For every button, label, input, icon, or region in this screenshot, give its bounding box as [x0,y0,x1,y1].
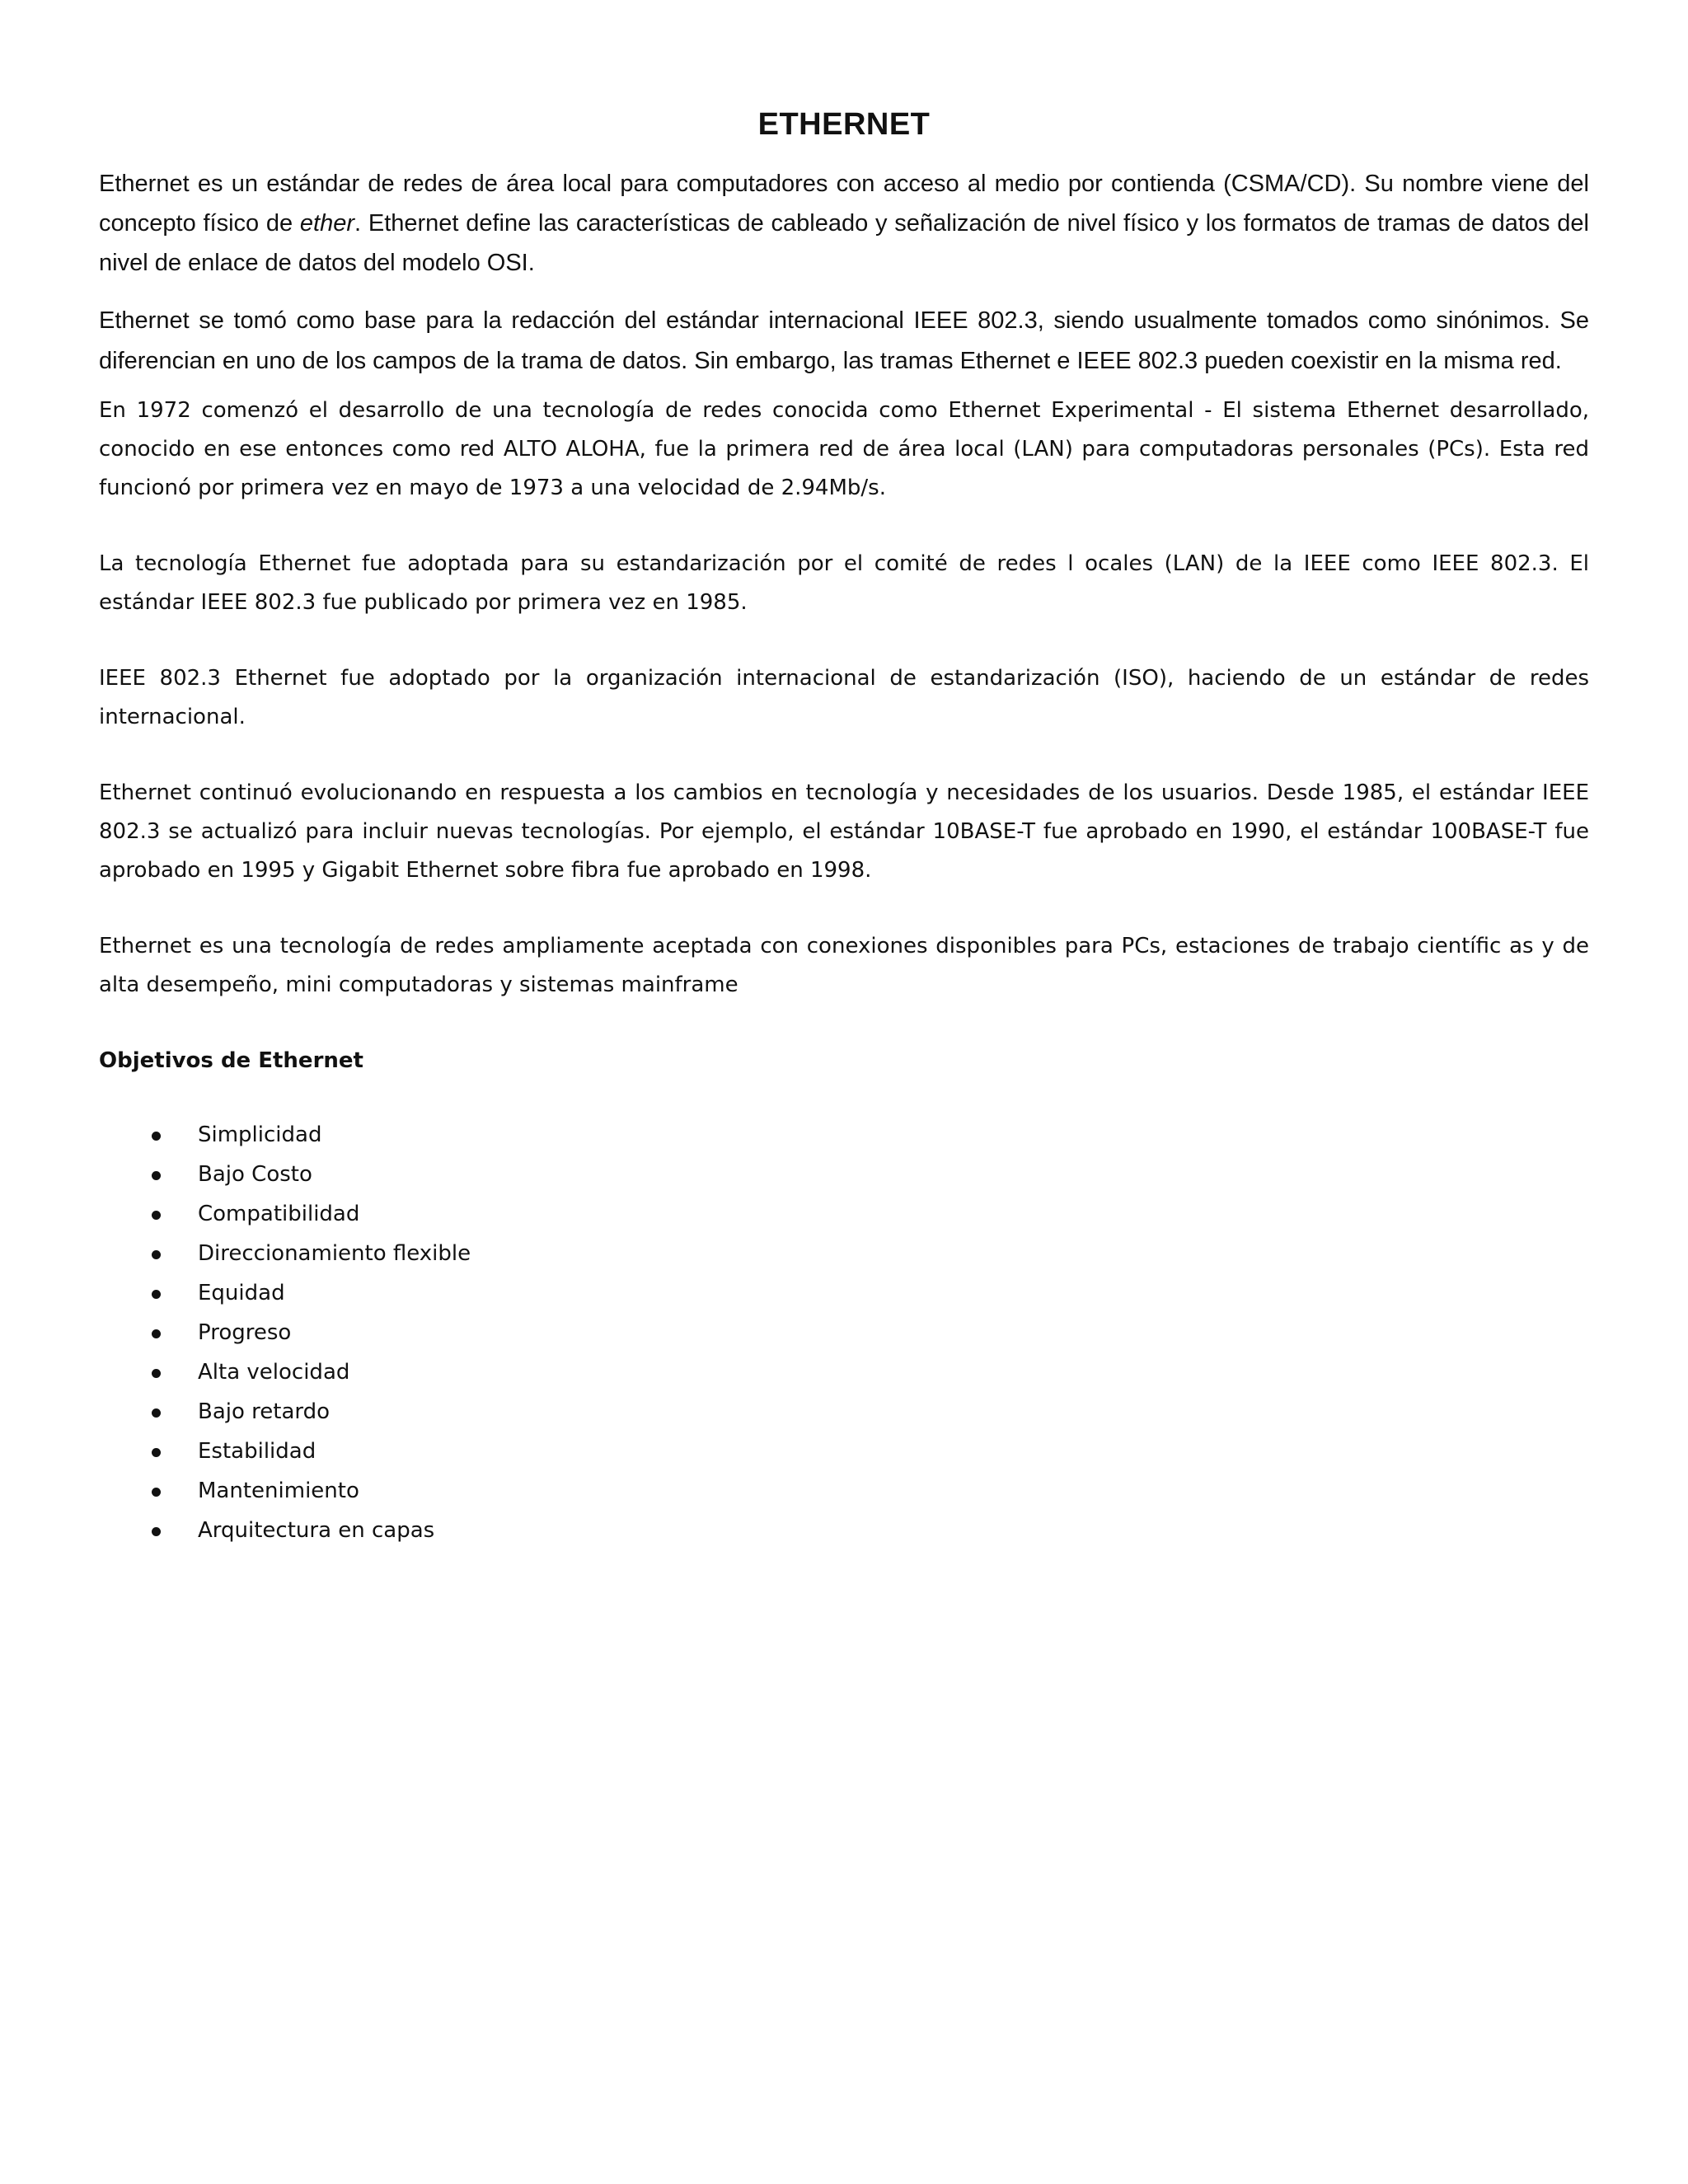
list-item [152,1432,1589,1471]
list-item-label: Bajo retardo [198,1399,331,1424]
bullet-icon [152,1369,161,1378]
document-title: ETHERNET [757,107,931,142]
paragraph-standardization: La tecnología Ethernet fue adoptada para su estandarización por el comité de redes l ocales (LAN) de la IEEE como IEEE 802.3. El estándar IEEE 802.3 fue publicado por primera vez en 1985. [99,551,1589,615]
list-item [152,1392,1589,1432]
bullet-icon [152,1171,161,1180]
paragraph-history: En 1972 comenzó el desarrollo de una tecnología de redes conocida como Ethernet Experimental - El sistema Ethernet desarrollado, conocido en ese entonces como red ALTO ALOHA, fue la primera red de área local (LAN) para computadoras personales (PCs). Esta red funcionó por primera vez en mayo de 1973 a una velocidad de 2.94Mb/s. [99,398,1589,500]
list-item [152,1155,1589,1194]
list-item [152,1313,1589,1352]
list-item-label: Arquitectura en capas [198,1518,435,1543]
bullet-icon [152,1488,161,1497]
list-item-label: Simplicidad [198,1122,322,1147]
paragraph-intro [99,164,1589,283]
list-item [152,1511,1589,1550]
paragraph-ieee: Ethernet se tomó como base para la redacción del estándar internacional IEEE 802.3, siendo usualmente tomados como sinónimos. Se diferencian en uno de los campos de la trama de datos. Sin embargo, las tramas Ethernet e IEEE 802.3 pueden coexistir en la misma red. [99,307,1589,374]
list-item-label: Direccionamiento flexible [198,1241,471,1266]
bullet-icon [152,1408,161,1418]
bullet-icon [152,1448,161,1457]
list-item [152,1471,1589,1511]
bullet-icon [152,1211,161,1220]
list-item-label: Mantenimiento [198,1479,359,1503]
bullet-icon [152,1290,161,1299]
paragraph-evolution: Ethernet continuó evolucionando en respuesta a los cambios en tecnología y necesidades de los usuarios. Desde 1985, el estándar IEEE 802.3 se actualizó para incluir nuevas tecnologías. Por ejemplo, el estándar 10BASE-T fue aprobado en 1990, el estándar 100BASE-T fue aprobado en 1995 y Gigabit Ethernet sobre fibra fue aprobado en 1998. [99,780,1589,883]
list-item [152,1115,1589,1155]
paragraph-iso: IEEE 802.3 Ethernet fue adoptado por la organización internacional de estandarización (ISO), haciendo de un estándar de redes internacional. [99,666,1589,729]
bullet-icon [152,1527,161,1536]
list-item [152,1234,1589,1273]
list-item-label: Estabilidad [198,1439,316,1464]
list-item-label: Progreso [198,1320,292,1345]
list-item-label: Equidad [198,1281,285,1305]
objectives-list [99,1115,1589,1550]
objectives-heading: Objetivos de Ethernet [99,1048,363,1073]
list-item-label: Bajo Costo [198,1162,312,1187]
list-item [152,1273,1589,1313]
ether-term: ether [299,210,355,237]
list-item-label: Compatibilidad [198,1202,360,1226]
list-item [152,1352,1589,1392]
list-item-label: Alta velocidad [198,1360,350,1385]
bullet-icon [152,1250,161,1259]
bullet-icon [152,1132,161,1141]
document-page [99,107,1589,1550]
paragraph-intro-start: Ethernet es un estándar de redes de área local para computadores con acceso al medio por contienda (CSMA/CD). Su nombre viene del concepto físico de [99,171,1589,237]
paragraph-intro-end: . Ethernet define las características de cableado y señalización de nivel físico y los formatos de tramas de datos del nivel de enlace de datos del modelo OSI. [99,210,1589,276]
paragraph-adoption: Ethernet es una tecnología de redes ampliamente aceptada con conexiones disponibles para PCs, estaciones de trabajo científic as y de alta desempeño, mini computadoras y sistemas mainframe [99,934,1589,997]
bullet-icon [152,1329,161,1338]
list-item [152,1194,1589,1234]
